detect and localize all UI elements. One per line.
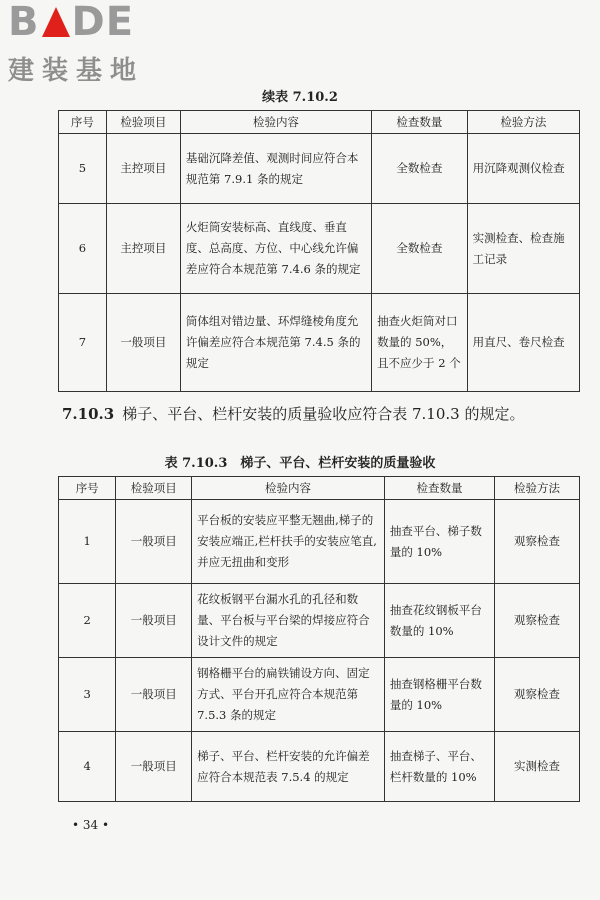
logo-letters-right: DE (71, 0, 135, 45)
table-cell-content: 火炬筒安装标高、直线度、垂直度、总高度、方位、中心线允许偏差应符合本规范第 7.4.6 条的规定 (180, 204, 371, 294)
table1-header: 检验内容 (180, 111, 371, 134)
table-cell-method: 观察检查 (495, 658, 580, 732)
table-cell-content: 基础沉降差值、观测时间应符合本规范第 7.9.1 条的规定 (180, 134, 371, 204)
section-number: 7.10.3 (62, 405, 115, 423)
table-cell-number: 3 (59, 658, 116, 732)
table2-header: 检验方法 (495, 477, 580, 500)
table-cell-content: 梯子、平台、栏杆安装的允许偏差应符合本规范表 7.5.4 的规定 (192, 732, 385, 802)
table2-header: 检查数量 (384, 477, 494, 500)
table-cell-number: 1 (59, 500, 116, 584)
table-cell-method: 观察检查 (495, 500, 580, 584)
table-cell-number: 7 (59, 294, 107, 392)
table-row (59, 732, 580, 802)
table-cell-quantity: 抽查火炬筒对口数量的 50%，且不应少于 2 个 (372, 294, 468, 392)
table-cell-item: 一般项目 (116, 500, 192, 584)
table1-header: 检验项目 (106, 111, 180, 134)
table2-caption: 表 7.10.3 梯子、平台、栏杆安装的质量验收 (164, 456, 436, 471)
table1-caption: 续表 7.10.2 (262, 90, 338, 105)
logo (8, 2, 178, 87)
table-cell-number: 4 (59, 732, 116, 802)
logo-letters-left: B (8, 0, 40, 45)
table-cell-content: 筒体组对错边量、环焊缝棱角度允许偏差应符合本规范第 7.4.5 条的规定 (180, 294, 371, 392)
table-row (59, 134, 580, 204)
logo-chinese: 建装基地 (8, 56, 145, 86)
table-row (59, 294, 580, 392)
table-row (59, 584, 580, 658)
table-cell-method: 用沉降观测仪检查 (467, 134, 579, 204)
table-cell-quantity: 全数检查 (372, 134, 468, 204)
table2-header: 检验项目 (116, 477, 192, 500)
table2-header: 检验内容 (192, 477, 385, 500)
page-number: • 34 • (72, 818, 110, 832)
table-cell-quantity: 抽查钢格栅平台数量的 10% (384, 658, 494, 732)
table-cell-number: 2 (59, 584, 116, 658)
table-cell-method: 实测检查 (495, 732, 580, 802)
table-row (59, 204, 580, 294)
table-cell-number: 5 (59, 134, 107, 204)
logo-wordmark (8, 0, 178, 45)
table-cell-method: 用直尺、卷尺检查 (467, 294, 579, 392)
table1-header: 检验方法 (467, 111, 579, 134)
table-cell-item: 一般项目 (116, 584, 192, 658)
table-cell-quantity: 全数检查 (372, 204, 468, 294)
table-cell-item: 主控项目 (106, 134, 180, 204)
table-cell-quantity: 抽查梯子、平台、栏杆数量的 10% (384, 732, 494, 802)
table-cell-content: 花纹板钢平台漏水孔的孔径和数量、平台板与平台梁的焊接应符合设计文件的规定 (192, 584, 385, 658)
table-cell-method: 实测检查、检查施工记录 (467, 204, 579, 294)
table-cell-item: 一般项目 (106, 294, 180, 392)
table2-header-row (59, 477, 580, 500)
table2-header: 序号 (59, 477, 116, 500)
table-cell-item: 主控项目 (106, 204, 180, 294)
table1-header: 检查数量 (372, 111, 468, 134)
table-cell-content: 平台板的安装应平整无翘曲,梯子的安装应端正,栏杆扶手的安装应笔直,并应无扭曲和变形 (192, 500, 385, 584)
table-cell-item: 一般项目 (116, 658, 192, 732)
table-cell-method: 观察检查 (495, 584, 580, 658)
table-row (59, 658, 580, 732)
table-cell-content: 钢格栅平台的扁铁铺设方向、固定方式、平台开孔应符合本规范第 7.5.3 条的规定 (192, 658, 385, 732)
table1-header-row (59, 111, 580, 134)
table-cell-quantity: 抽查花纹钢板平台数量的 10% (384, 584, 494, 658)
table1 (58, 110, 580, 392)
logo-a-triangle-icon (42, 7, 70, 37)
table-cell-number: 6 (59, 204, 107, 294)
table1-header: 序号 (59, 111, 107, 134)
section-text: 梯子、平台、栏杆安装的质量验收应符合表 7.10.3 的规定。 (122, 405, 525, 423)
table-cell-quantity: 抽查平台、梯子数量的 10% (384, 500, 494, 584)
table-cell-item: 一般项目 (116, 732, 192, 802)
table-row (59, 500, 580, 584)
section-paragraph (62, 402, 562, 426)
table2 (58, 476, 580, 802)
